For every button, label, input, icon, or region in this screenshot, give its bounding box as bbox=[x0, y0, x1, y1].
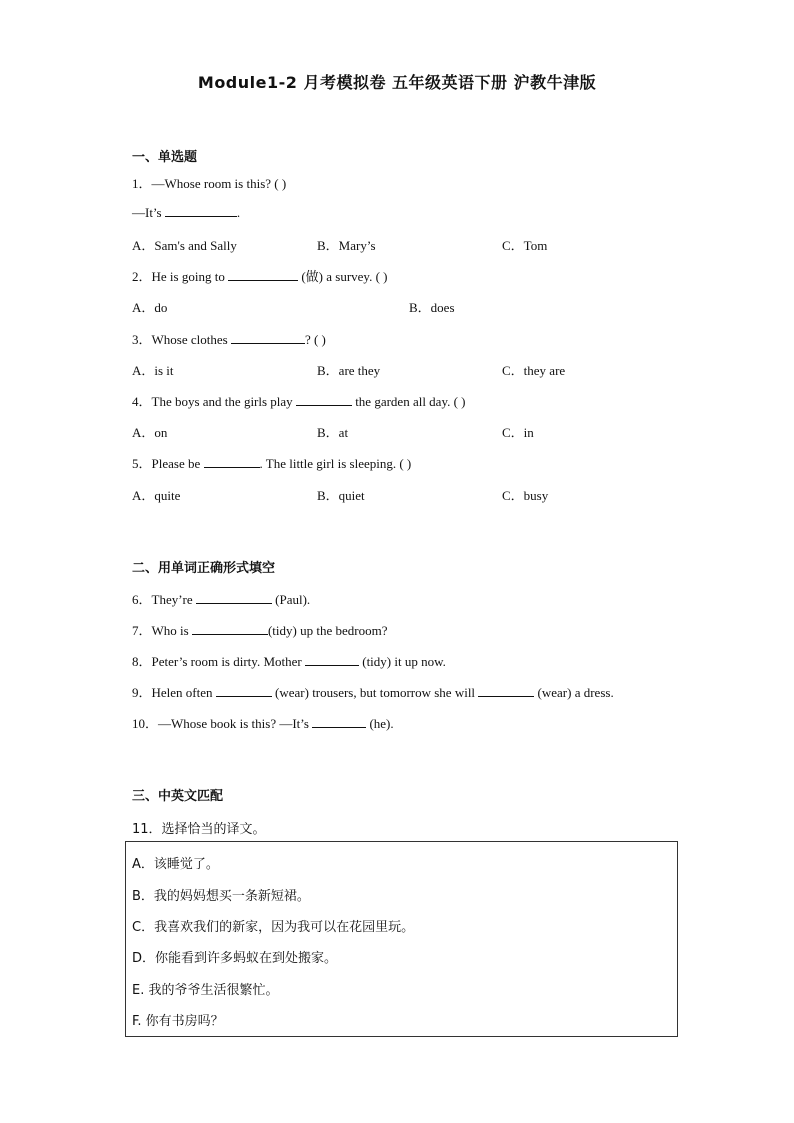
question-number: 9． bbox=[132, 685, 152, 700]
question-text: 选择恰当的译文。 bbox=[161, 822, 266, 837]
question-11 bbox=[132, 818, 266, 837]
match-option-f: F. 你有书房吗？ bbox=[132, 1014, 224, 1029]
question-9 bbox=[132, 682, 614, 701]
section-heading-3: 三、中英文匹配 bbox=[132, 789, 224, 804]
question-text: He is going to bbox=[151, 269, 225, 284]
reply-text: —It’s bbox=[132, 205, 162, 220]
question-1 bbox=[132, 173, 286, 192]
section-heading-2: 二、用单词正确形式填空 bbox=[132, 561, 276, 576]
question-number: 8． bbox=[132, 654, 152, 669]
answer-blank[interactable] bbox=[296, 393, 352, 406]
question-number: 5． bbox=[132, 456, 152, 471]
question-3 bbox=[132, 329, 326, 348]
option-b[interactable]: B．Mary’s bbox=[317, 238, 376, 253]
answer-blank[interactable] bbox=[478, 684, 534, 697]
option-a[interactable]: A．Sam's and Sally bbox=[132, 238, 237, 253]
answer-blank[interactable] bbox=[312, 715, 366, 728]
reply-end: . bbox=[236, 205, 241, 220]
option-c[interactable]: C．Tom bbox=[502, 238, 548, 253]
question-6 bbox=[132, 589, 310, 608]
question-text: Helen often bbox=[151, 685, 213, 700]
option-b[interactable]: B．at bbox=[317, 425, 349, 440]
option-c[interactable]: C．they are bbox=[502, 363, 566, 378]
question-10 bbox=[132, 713, 394, 732]
question-text: Peter’s room is dirty. Mother bbox=[151, 654, 302, 669]
answer-blank[interactable] bbox=[192, 622, 268, 635]
answer-blank[interactable] bbox=[228, 268, 298, 281]
match-option-c: C．我喜欢我们的新家，因为我可以在花园里玩。 bbox=[132, 920, 415, 935]
match-option-d: D．你能看到许多蚂蚁在到处搬家。 bbox=[132, 951, 338, 966]
option-c[interactable]: C．in bbox=[502, 425, 534, 440]
question-5 bbox=[132, 453, 411, 472]
option-b[interactable]: B．are they bbox=[317, 363, 381, 378]
question-text-end: (Paul). bbox=[275, 592, 311, 607]
question-text: —Whose book is this? —It’s bbox=[158, 716, 309, 731]
question-number: 10． bbox=[132, 716, 159, 731]
question-8 bbox=[132, 651, 446, 670]
option-a[interactable]: A．do bbox=[132, 300, 168, 315]
question-text-end: (wear) a dress. bbox=[537, 685, 614, 700]
option-a[interactable]: A．is it bbox=[132, 363, 174, 378]
answer-blank[interactable] bbox=[231, 331, 305, 344]
question-number: 7． bbox=[132, 623, 152, 638]
option-a[interactable]: A．on bbox=[132, 425, 168, 440]
match-option-e: E. 我的爷爷生活很繁忙。 bbox=[132, 983, 279, 998]
question-text: —Whose room is this? ( ) bbox=[151, 176, 287, 191]
option-c[interactable]: C．busy bbox=[502, 488, 549, 503]
question-4 bbox=[132, 391, 466, 410]
question-text: Please be bbox=[151, 456, 201, 471]
question-text-end: (tidy) up the bedroom? bbox=[267, 623, 388, 638]
question-text: Whose clothes bbox=[151, 332, 228, 347]
question-7 bbox=[132, 620, 387, 639]
answer-blank[interactable] bbox=[204, 455, 260, 468]
answer-blank[interactable] bbox=[305, 653, 359, 666]
question-1-reply bbox=[132, 204, 240, 221]
question-number: 11． bbox=[132, 822, 162, 837]
question-text-end: (做) a survey. ( ) bbox=[301, 269, 388, 284]
question-number: 6． bbox=[132, 592, 152, 607]
option-a[interactable]: A．quite bbox=[132, 488, 181, 503]
page-title: Module1-2 月考模拟卷 五年级英语下册 沪教牛津版 bbox=[197, 73, 597, 92]
question-text-end: (he). bbox=[369, 716, 394, 731]
question-text-end: (tidy) it up now. bbox=[362, 654, 446, 669]
question-number: 4． bbox=[132, 394, 152, 409]
question-number: 2． bbox=[132, 269, 152, 284]
match-option-a: A．该睡觉了。 bbox=[132, 857, 219, 872]
match-option-b: B．我的妈妈想买一条新短裙。 bbox=[132, 889, 310, 904]
question-text-end: the garden all day. ( ) bbox=[355, 394, 466, 409]
question-number: 1． bbox=[132, 176, 152, 191]
question-2 bbox=[132, 266, 387, 285]
answer-blank[interactable] bbox=[216, 684, 272, 697]
option-b[interactable]: B．quiet bbox=[317, 488, 365, 503]
section-heading-1: 一、单选题 bbox=[132, 150, 198, 165]
answer-blank[interactable] bbox=[165, 204, 237, 217]
question-text-end: . The little girl is sleeping. ( ) bbox=[259, 456, 412, 471]
question-number: 3． bbox=[132, 332, 152, 347]
question-text: Who is bbox=[151, 623, 189, 638]
answer-blank[interactable] bbox=[196, 591, 272, 604]
question-text: The boys and the girls play bbox=[151, 394, 293, 409]
option-b[interactable]: B．does bbox=[409, 300, 455, 315]
question-text-end: ? ( ) bbox=[304, 332, 326, 347]
question-text: They’re bbox=[151, 592, 193, 607]
question-text-middle: (wear) trousers, but tomorrow she will bbox=[275, 685, 476, 700]
